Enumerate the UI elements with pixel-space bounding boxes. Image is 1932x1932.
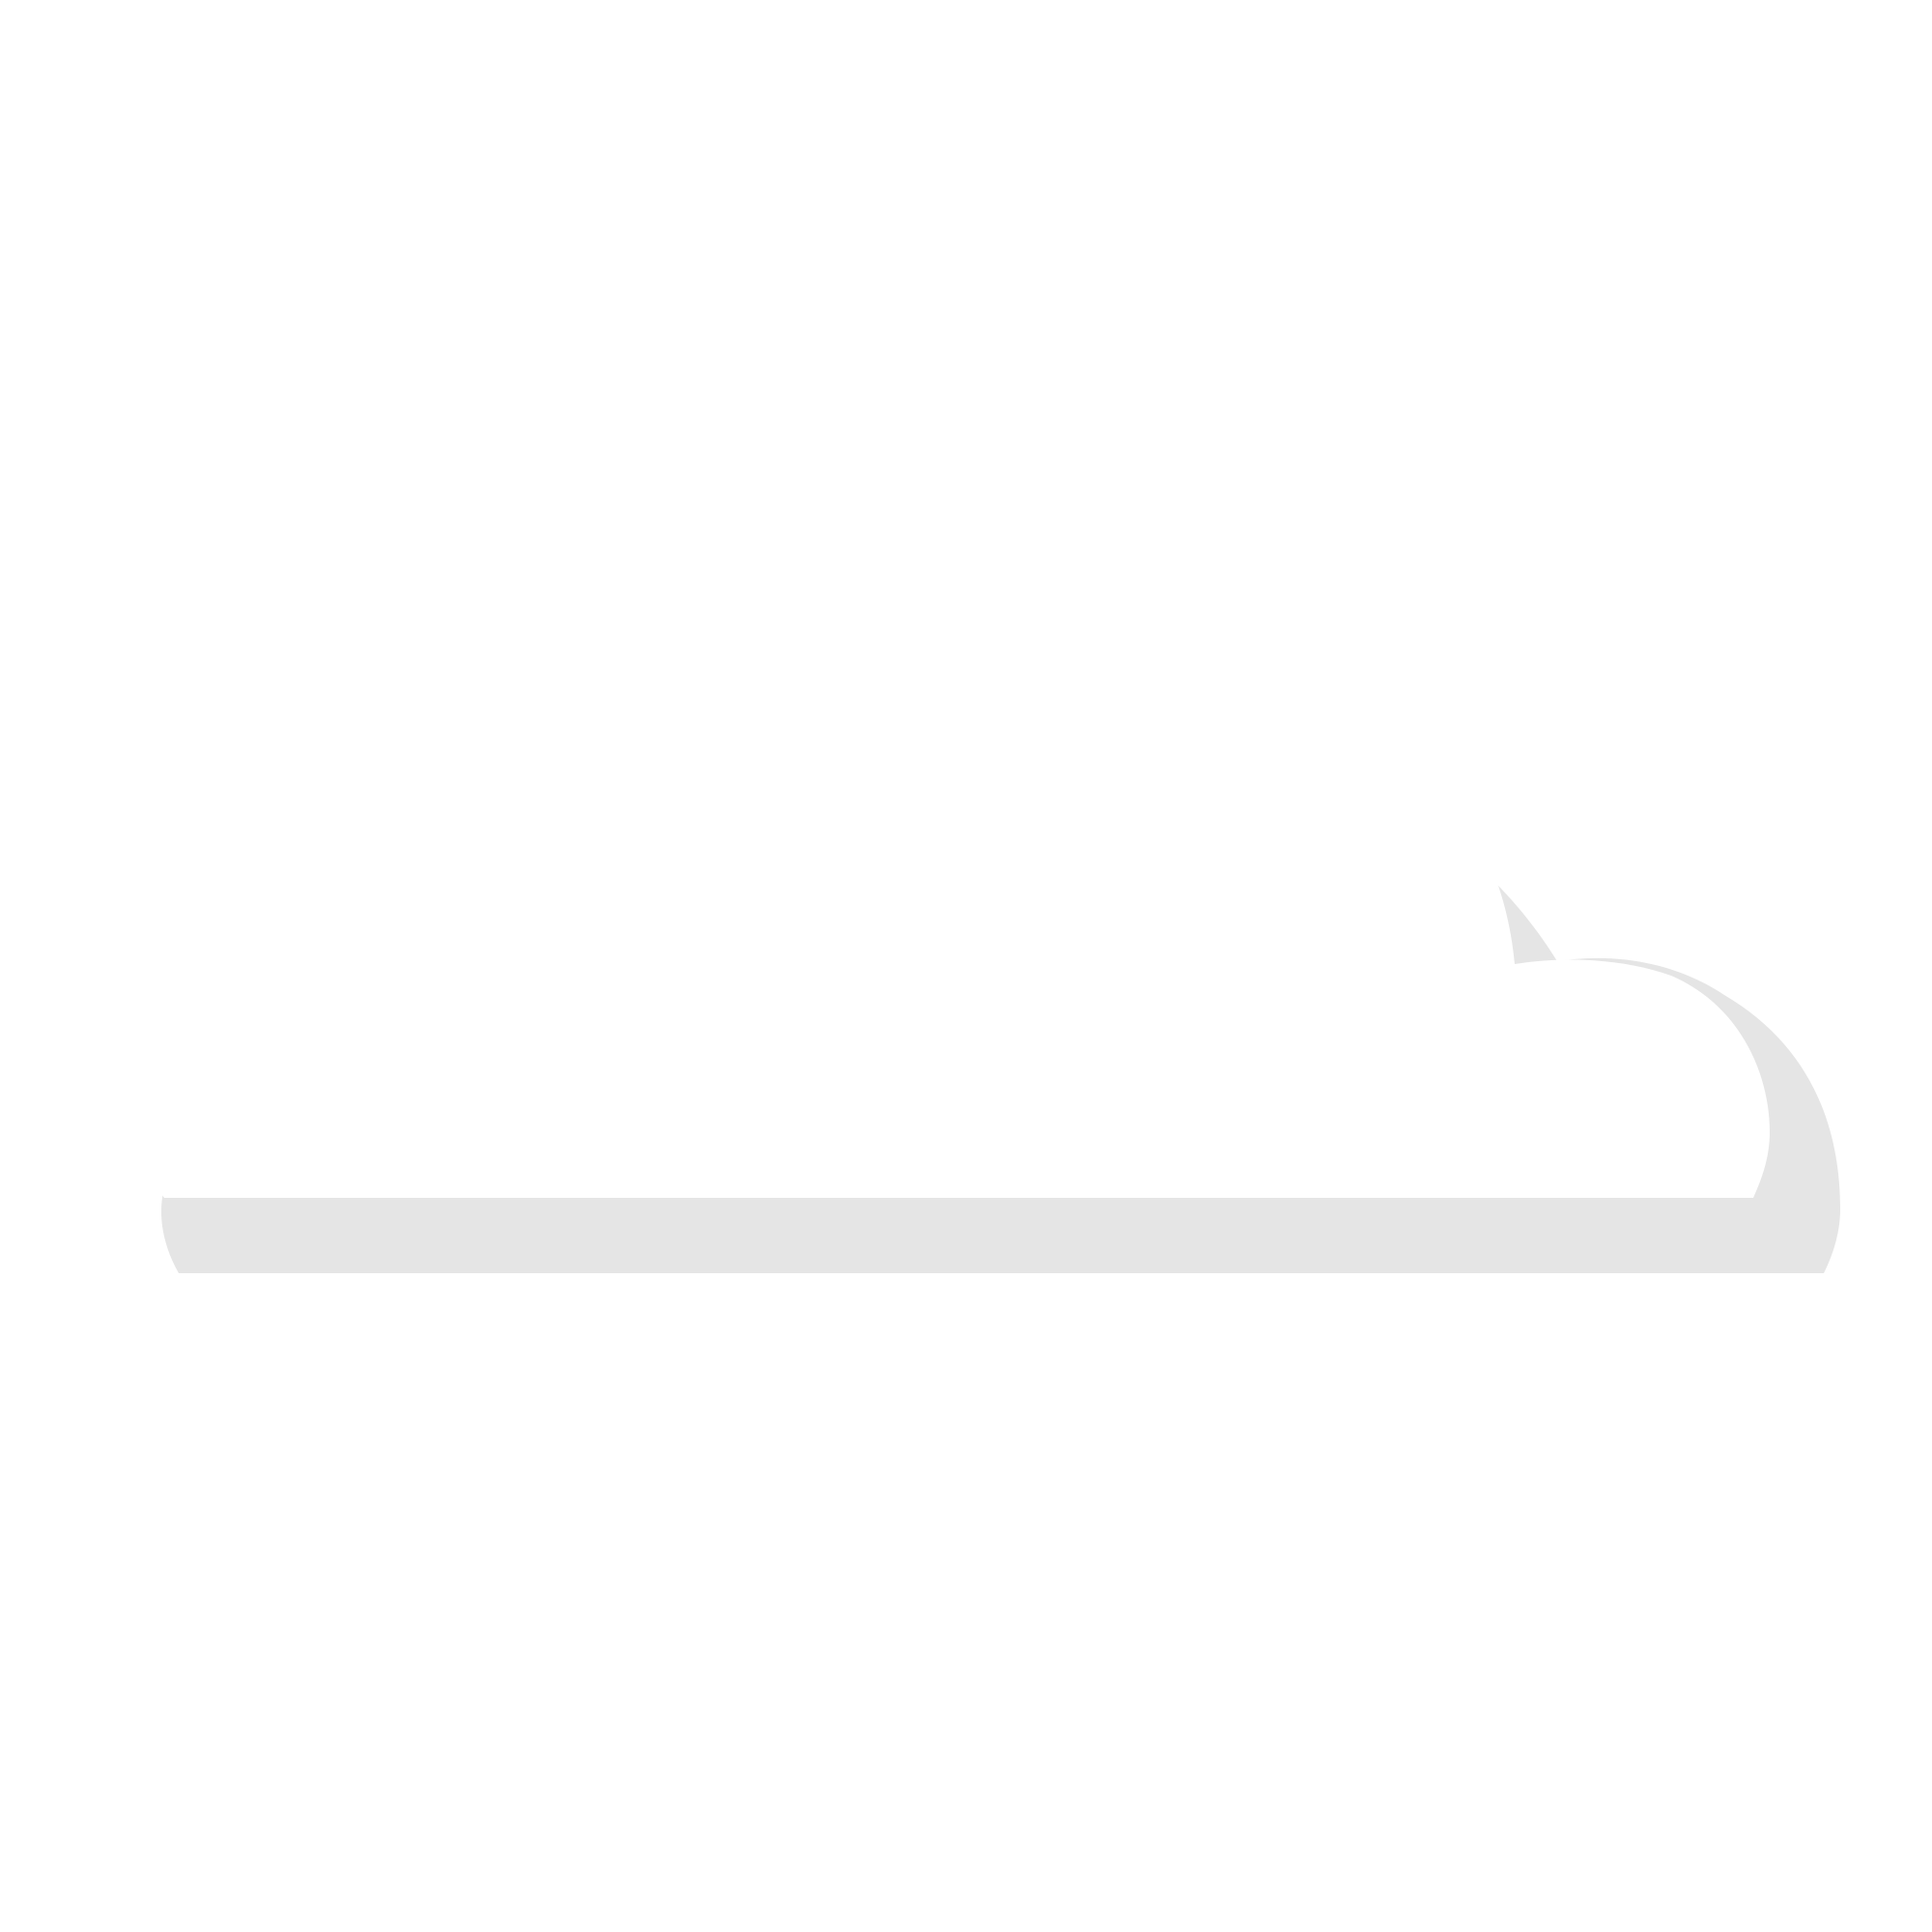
cloud-body	[133, 582, 1770, 1198]
